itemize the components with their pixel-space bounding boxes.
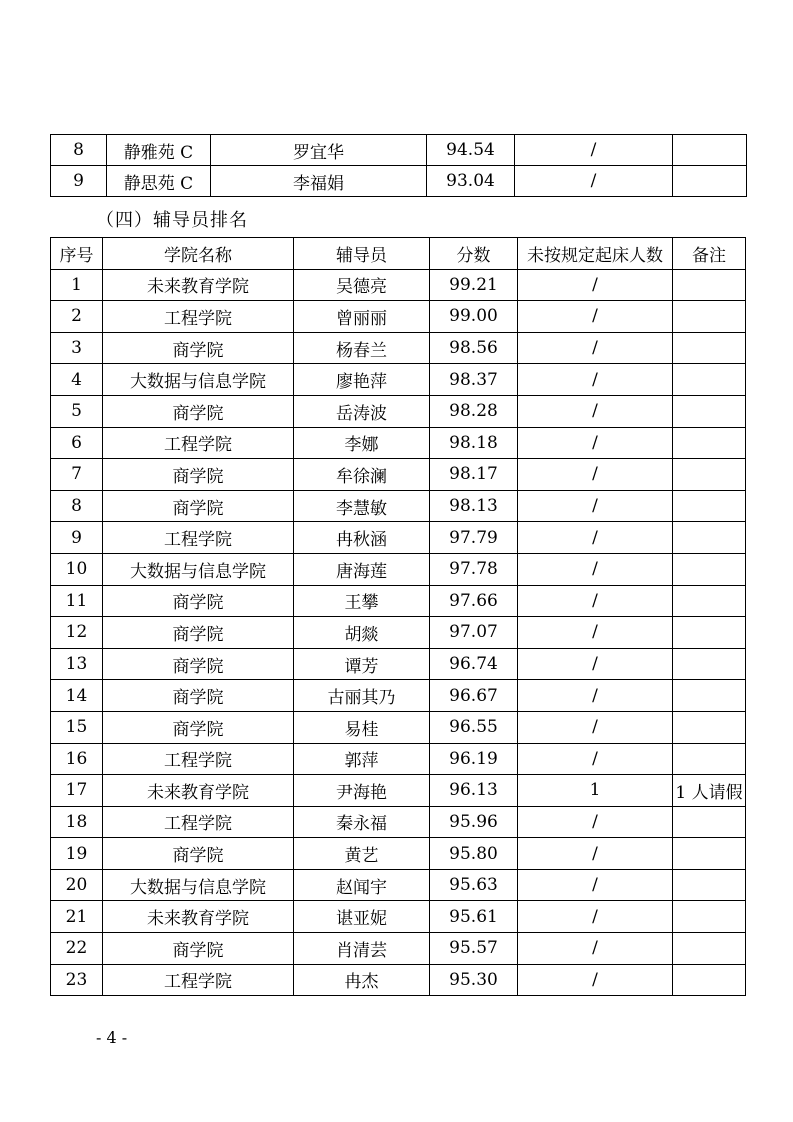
cell-college: 商学院 [103, 838, 294, 870]
cell-index: 13 [51, 648, 103, 680]
cell-late-count: / [518, 522, 673, 554]
cell-counselor: 李娜 [294, 427, 430, 459]
cell-index: 3 [51, 332, 103, 364]
table-row [51, 680, 746, 712]
cell-index: 23 [51, 964, 103, 996]
header-score: 分数 [430, 238, 518, 270]
cell-college: 大数据与信息学院 [103, 553, 294, 585]
table-row [51, 933, 746, 965]
cell-note [673, 269, 746, 301]
counselor-ranking-table [50, 237, 746, 996]
cell-note [673, 806, 746, 838]
cell-counselor: 廖艳萍 [294, 364, 430, 396]
cell-index: 9 [51, 522, 103, 554]
cell-late-count: / [515, 135, 673, 166]
cell-note [673, 459, 746, 491]
cell-college: 商学院 [103, 711, 294, 743]
cell-counselor: 郭萍 [294, 743, 430, 775]
cell-index: 19 [51, 838, 103, 870]
cell-college: 未来教育学院 [103, 775, 294, 807]
cell-index: 15 [51, 711, 103, 743]
table-row [51, 395, 746, 427]
cell-college: 工程学院 [103, 427, 294, 459]
cell-note [673, 869, 746, 901]
cell-index: 10 [51, 553, 103, 585]
cell-score: 95.96 [430, 806, 518, 838]
cell-late-count: / [518, 617, 673, 649]
cell-score: 98.56 [430, 332, 518, 364]
cell-late-count: / [518, 680, 673, 712]
cell-counselor: 吴德亮 [294, 269, 430, 301]
cell-score: 97.66 [430, 585, 518, 617]
table-row [51, 332, 746, 364]
cell-counselor: 杨春兰 [294, 332, 430, 364]
cell-counselor: 黄艺 [294, 838, 430, 870]
cell-score: 97.78 [430, 553, 518, 585]
cell-college: 工程学院 [103, 743, 294, 775]
cell-index: 14 [51, 680, 103, 712]
page-number: - 4 - [96, 1028, 128, 1047]
cell-late-count: / [518, 553, 673, 585]
cell-score: 93.04 [427, 166, 515, 197]
cell-late-count: / [518, 269, 673, 301]
table-row [51, 301, 746, 333]
cell-college: 商学院 [103, 933, 294, 965]
table-row [51, 364, 746, 396]
cell-late-count: / [518, 743, 673, 775]
cell-note [673, 427, 746, 459]
cell-counselor: 秦永福 [294, 806, 430, 838]
table-row [51, 711, 746, 743]
cell-college: 商学院 [103, 585, 294, 617]
dormitory-ranking-table-continued [50, 134, 747, 197]
table-row [51, 838, 746, 870]
cell-counselor: 冉杰 [294, 964, 430, 996]
cell-index: 11 [51, 585, 103, 617]
cell-college: 大数据与信息学院 [103, 869, 294, 901]
cell-late-count: / [518, 838, 673, 870]
cell-score: 96.55 [430, 711, 518, 743]
cell-index: 17 [51, 775, 103, 807]
cell-college: 大数据与信息学院 [103, 364, 294, 396]
cell-counselor: 赵闻宇 [294, 869, 430, 901]
cell-score: 96.13 [430, 775, 518, 807]
cell-counselor: 牟徐澜 [294, 459, 430, 491]
cell-college: 商学院 [103, 617, 294, 649]
cell-dorm-name: 静思苑 C [107, 166, 211, 197]
table-row [51, 522, 746, 554]
cell-score: 98.28 [430, 395, 518, 427]
cell-score: 96.74 [430, 648, 518, 680]
table-row [51, 585, 746, 617]
cell-note [673, 617, 746, 649]
cell-late-count: / [518, 806, 673, 838]
cell-index: 21 [51, 901, 103, 933]
table-row [51, 166, 747, 197]
cell-late-count: / [518, 648, 673, 680]
header-counselor: 辅导员 [294, 238, 430, 270]
cell-counselor: 岳涛波 [294, 395, 430, 427]
cell-counselor: 曾丽丽 [294, 301, 430, 333]
cell-counselor: 肖清芸 [294, 933, 430, 965]
cell-index: 1 [51, 269, 103, 301]
cell-college: 商学院 [103, 648, 294, 680]
cell-note [673, 166, 747, 197]
cell-note [673, 933, 746, 965]
cell-late-count: / [518, 490, 673, 522]
cell-note [673, 553, 746, 585]
header-index: 序号 [51, 238, 103, 270]
cell-note [673, 490, 746, 522]
table-row [51, 775, 746, 807]
cell-index: 16 [51, 743, 103, 775]
table-row [51, 269, 746, 301]
cell-late-count: / [518, 711, 673, 743]
header-note: 备注 [673, 238, 746, 270]
cell-index: 18 [51, 806, 103, 838]
top-table-body [51, 135, 747, 197]
cell-index: 4 [51, 364, 103, 396]
cell-late-count: / [518, 933, 673, 965]
cell-score: 98.18 [430, 427, 518, 459]
cell-counselor: 古丽其乃 [294, 680, 430, 712]
table-row [51, 964, 746, 996]
cell-late-count: / [518, 459, 673, 491]
cell-college: 商学院 [103, 680, 294, 712]
cell-index: 7 [51, 459, 103, 491]
cell-score: 98.17 [430, 459, 518, 491]
cell-college: 工程学院 [103, 806, 294, 838]
cell-college: 未来教育学院 [103, 901, 294, 933]
cell-note [673, 680, 746, 712]
cell-score: 95.63 [430, 869, 518, 901]
cell-score: 97.07 [430, 617, 518, 649]
cell-counselor: 胡燚 [294, 617, 430, 649]
cell-late-count: / [515, 166, 673, 197]
table-row [51, 553, 746, 585]
cell-note [673, 743, 746, 775]
cell-dorm-name: 静雅苑 C [107, 135, 211, 166]
cell-note [673, 395, 746, 427]
cell-note [673, 364, 746, 396]
table-row [51, 427, 746, 459]
cell-note [673, 711, 746, 743]
cell-counselor: 易桂 [294, 711, 430, 743]
cell-late-count: / [518, 901, 673, 933]
cell-note [673, 332, 746, 364]
cell-score: 98.37 [430, 364, 518, 396]
cell-note [673, 135, 747, 166]
cell-counselor: 唐海莲 [294, 553, 430, 585]
cell-note: 1 人请假 [673, 775, 746, 807]
header-late-count: 未按规定起床人数 [518, 238, 673, 270]
cell-person: 李福娟 [211, 166, 427, 197]
cell-note [673, 301, 746, 333]
table-row [51, 869, 746, 901]
cell-college: 未来教育学院 [103, 269, 294, 301]
cell-index: 22 [51, 933, 103, 965]
cell-late-count: / [518, 364, 673, 396]
cell-index: 9 [51, 166, 107, 197]
cell-late-count: / [518, 964, 673, 996]
cell-college: 工程学院 [103, 964, 294, 996]
cell-index: 12 [51, 617, 103, 649]
cell-counselor: 冉秋涵 [294, 522, 430, 554]
cell-index: 2 [51, 301, 103, 333]
cell-score: 95.30 [430, 964, 518, 996]
cell-counselor: 王攀 [294, 585, 430, 617]
cell-score: 97.79 [430, 522, 518, 554]
cell-college: 商学院 [103, 459, 294, 491]
cell-college: 工程学院 [103, 522, 294, 554]
header-college: 学院名称 [103, 238, 294, 270]
cell-score: 99.00 [430, 301, 518, 333]
cell-score: 94.54 [427, 135, 515, 166]
cell-college: 商学院 [103, 395, 294, 427]
counselor-table-body [51, 269, 746, 996]
table-row [51, 135, 747, 166]
cell-late-count: / [518, 332, 673, 364]
table-row [51, 901, 746, 933]
cell-note [673, 585, 746, 617]
section-heading: （四）辅导员排名 [96, 210, 248, 231]
table-row [51, 490, 746, 522]
cell-college: 工程学院 [103, 301, 294, 333]
cell-index: 8 [51, 490, 103, 522]
cell-score: 98.13 [430, 490, 518, 522]
cell-counselor: 李慧敏 [294, 490, 430, 522]
cell-score: 95.57 [430, 933, 518, 965]
cell-note [673, 838, 746, 870]
cell-index: 20 [51, 869, 103, 901]
cell-note [673, 901, 746, 933]
table-header-row [51, 238, 746, 270]
table-row [51, 806, 746, 838]
table-row [51, 459, 746, 491]
table-row [51, 648, 746, 680]
cell-college: 商学院 [103, 490, 294, 522]
cell-late-count: / [518, 585, 673, 617]
cell-score: 95.61 [430, 901, 518, 933]
cell-score: 99.21 [430, 269, 518, 301]
cell-note [673, 964, 746, 996]
cell-late-count: / [518, 301, 673, 333]
cell-college: 商学院 [103, 332, 294, 364]
cell-note [673, 648, 746, 680]
cell-index: 8 [51, 135, 107, 166]
cell-person: 罗宜华 [211, 135, 427, 166]
table-row [51, 617, 746, 649]
table-row [51, 743, 746, 775]
cell-note [673, 522, 746, 554]
cell-score: 96.67 [430, 680, 518, 712]
cell-score: 95.80 [430, 838, 518, 870]
cell-index: 6 [51, 427, 103, 459]
cell-late-count: / [518, 869, 673, 901]
cell-counselor: 尹海艳 [294, 775, 430, 807]
cell-counselor: 谌亚妮 [294, 901, 430, 933]
cell-score: 96.19 [430, 743, 518, 775]
cell-late-count: / [518, 395, 673, 427]
cell-counselor: 谭芳 [294, 648, 430, 680]
cell-late-count: 1 [518, 775, 673, 807]
cell-index: 5 [51, 395, 103, 427]
cell-late-count: / [518, 427, 673, 459]
